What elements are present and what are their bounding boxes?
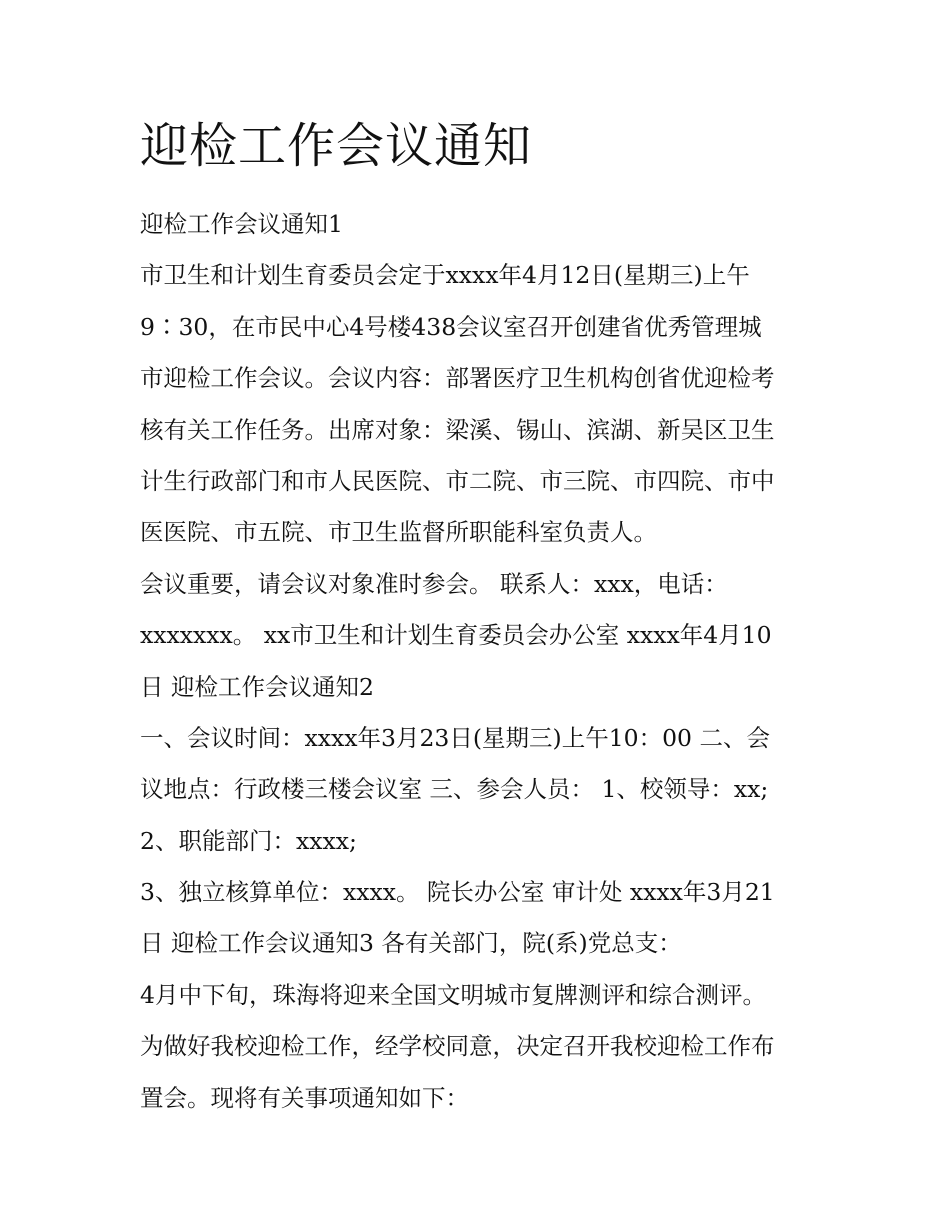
text-line: 会议重要，请会议对象准时参会。 联系人：xxx，电话： — [140, 569, 728, 598]
text-line: 计生行政部门和市人民医院、市二院、市三院、市四院、市中 — [140, 466, 775, 495]
text-line: 市迎检工作会议。会议内容：部署医疗卫生机构创省优迎检考 — [140, 364, 775, 393]
document-body — [140, 199, 820, 1124]
text-line: 日 迎检工作会议通知3 各有关部门，院(系)党总支： — [140, 929, 682, 958]
text-line: 为做好我校迎检工作，经学校同意，决定召开我校迎检工作布 — [140, 1032, 775, 1061]
text-line: 迎检工作会议通知1 — [140, 210, 343, 238]
text-line: 9∶30，在市民中心4号楼438会议室召开创建省优秀管理城 — [140, 312, 762, 341]
text-line: 议地点：行政楼三楼会议室 三、参会人员： 1、校领导：xx; — [140, 775, 769, 804]
text-line: 2、职能部门：xxxx; — [140, 826, 357, 855]
document-title: 迎检工作会议通知 — [140, 118, 533, 174]
text-line: 一、会议时间：xxxx年3月23日(星期三)上午10：00 二、会 — [140, 723, 770, 752]
text-line: 市卫生和计划生育委员会定于xxxx年4月12日(星期三)上午 — [140, 261, 750, 290]
text-line: 3、独立核算单位：xxxx。 院长办公室 审计处 xxxx年3月21 — [140, 878, 775, 907]
text-line: 核有关工作任务。出席对象：梁溪、锡山、滨湖、新吴区卫生 — [140, 415, 775, 444]
text-line: 置会。现将有关事项通知如下： — [140, 1083, 469, 1112]
text-line: 医医院、市五院、市卫生监督所职能科室负责人。 — [140, 518, 657, 547]
text-line: 4月中下旬，珠海将迎来全国文明城市复牌测评和综合测评。 — [140, 980, 766, 1009]
text-line: 日 迎检工作会议通知2 — [140, 672, 374, 701]
text-line: xxxxxxx。 xx市卫生和计划生育委员会办公室 xxxx年4月10 — [140, 621, 772, 650]
